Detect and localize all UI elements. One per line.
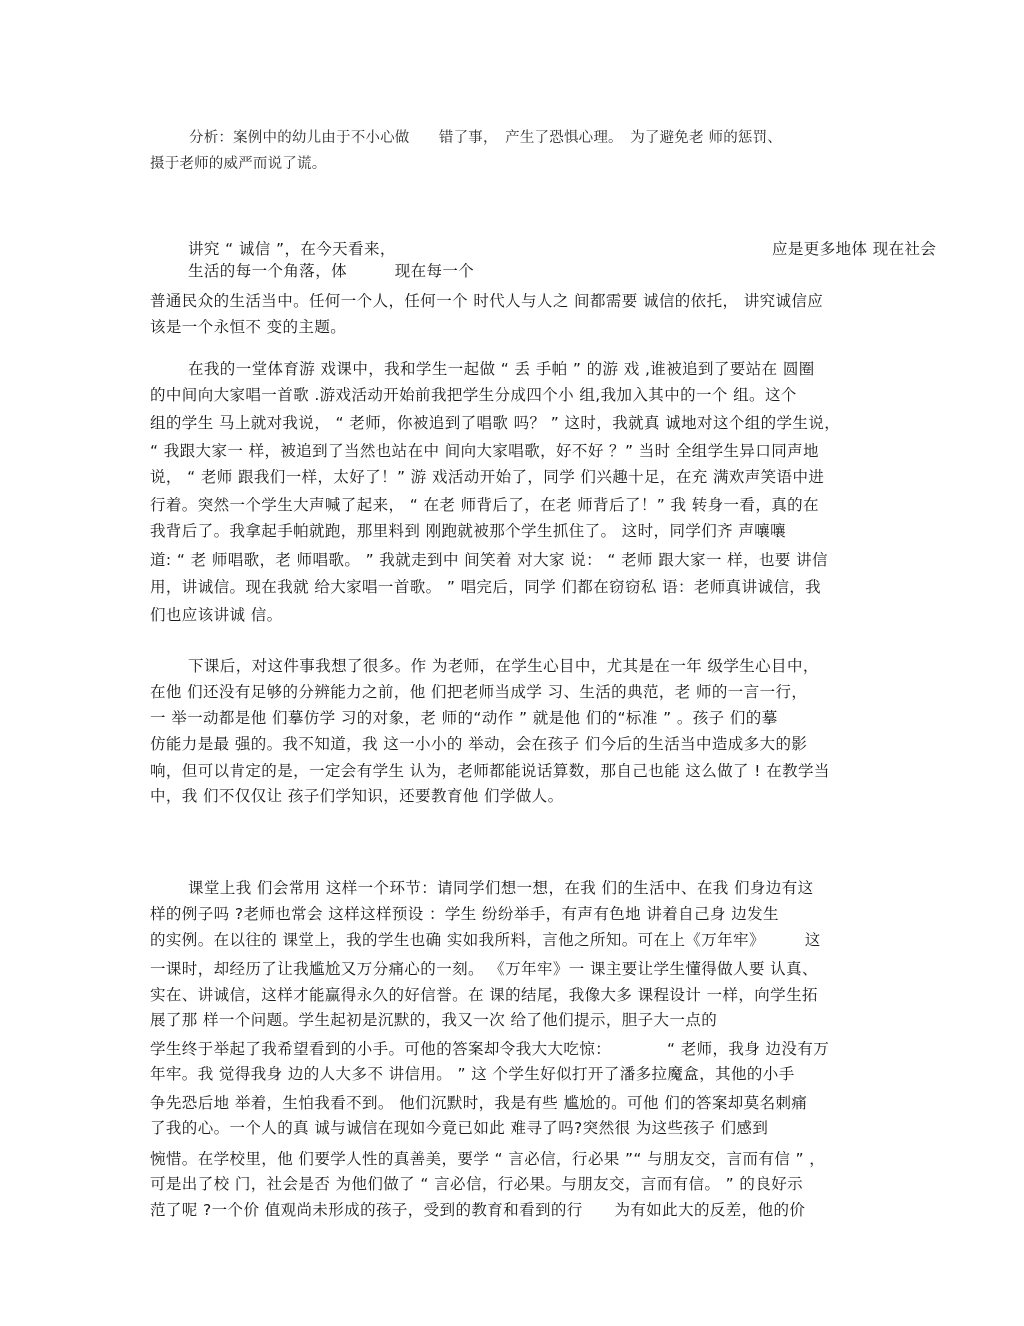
classroom-line-9: 争先恐后地 举着，生怕我看不到。 他们沉默时，我是有些 尴尬的。可他 们的答案却莫名刺痛 [150,1094,808,1112]
pe-line-9: 用，讲诚信。现在我就 给大家唱一首歌。 ” 唱完后，同学 们都在窃窃私 语：老师真讲诚信，我 [150,578,822,596]
pe-line-2: 的中间向大家唱一首歌 .游戏活动开始前我把学生分成四个小 组,我加入其中的一个 组。这个 [150,386,797,404]
pe-line-3: 组的学生 马上就对我说， “ 老师，你被追到了唱歌 吗？ ” 这时，我就真 诚地对这个组的学生说， [150,414,841,432]
reflection-line-4: 仿能力是最 强的。我不知道，我 这一小小的 举动，会在孩子 们今后的生活当中造成多大的影 [150,735,808,753]
classroom-line-5: 实在、讲诚信，这样才能赢得永久的好信誉。在 课的结尾，我像大多 课程设计 一样，向学生拓 [150,986,818,1004]
classroom-line-3: 的实例。在以往的 课堂上，我的学生也确 实如我所料，言他之所知。可在上《万年牢》 这 [150,931,821,949]
integrity-line-1-left: 讲究 “ 诚信 ”，在今天看来， [188,240,396,258]
classroom-line-4: 一课时，却经历了让我尴尬又万分痛心的一刻。 《万年牢》一 课主要让学生懂得做人要 认真、 [150,960,818,978]
analysis-line-2: 摄于老师的威严而说了谎。 [150,156,327,172]
classroom-line-8: 年牢。我 觉得我身 边的人大多不 讲信用。 ” 这 个学生好似打开了潘多拉魔盒，其他的小手 [150,1065,795,1083]
analysis-line-1: 分析：案例中的幼儿由于不小心做 错了事， 产生了恐惧心理。 为了避免老 师的惩罚、 [189,130,783,146]
pe-line-1: 在我的一堂体育游 戏课中，我和学生一起做 “ 丢 手帕 ” 的游 戏 ,谁被追到了要站在 圆圈 [188,360,815,378]
classroom-line-13: 范了呢 ?一个价 值观尚未形成的孩子，受到的教育和看到的行 为有如此大的反差，他的价 [150,1201,806,1219]
classroom-line-6: 展了那 样一个问题。学生起初是沉默的，我又一次 给了他们提示，胆子大一点的 [150,1011,718,1029]
classroom-line-1: 课堂上我 们会常用 这样一个环节：请同学们想一想，在我 们的生活中、在我 们身边有这 [188,879,814,897]
pe-line-4: “ 我跟大家一 样，被追到了当然也站在中 间向大家唱歌，好不好 ？” 当时 全组学生异口同声地 [150,442,819,460]
reflection-line-5: 响，但可以肯定的是，一定会有学生 认为，老师都能说话算数，那自己也能 这么做了 ! 在教学当 [150,762,830,780]
pe-line-8: 道: “ 老 师唱歌，老 师唱歌。 ” 我就走到中 间笑着 对大家 说： “ 老师 跟大家一 样，也要 讲信 [150,551,828,569]
pe-line-6: 行着。突然一个学生大声喊了起来， “ 在老 师背后了，在老 师背后了！” 我 转身一看，真的在 [150,496,819,514]
pe-line-7: 我背后了。我拿起手帕就跑，那里料到 刚跑就被那个学生抓住了。 这时，同学们齐 声嚷嚷 [150,522,787,540]
integrity-line-2: 生活的每一个角落，体 现在每一个 [188,262,475,280]
classroom-line-12: 可是出了校 门，社会是否 为他们做了 “ 言必信，行必果。与朋友交，言而有信。 ” 的良好示 [150,1175,804,1193]
classroom-line-7: 学生终于举起了我希望看到的小手。可他的答案却令我大大吃惊： “ 老师，我身 边没有万 [150,1040,830,1058]
reflection-line-6: 中，我 们不仅仅让 孩子们学知识，还要教育他 们学做人。 [150,787,564,805]
integrity-line-4: 该是一个永恒不 变的主题。 [150,318,347,336]
pe-line-5: 说， “ 老师 跟我们一样，太好了！” 游 戏活动开始了，同学 们兴趣十足，在充 满欢声笑语中进 [150,468,825,486]
reflection-line-1: 下课后，对这件事我想了很多。作 为老师，在学生心目中，尤其是在一年 级学生心目中， [188,657,819,675]
reflection-line-3: 一 举一动都是他 们摹仿学 习的对象，老 师的“动作 ” 就是他 们的“标准 ” 。孩子 们的摹 [150,709,778,727]
integrity-line-3: 普通民众的生活当中。任何一个人，任何一个 时代人与人之 间都需要 诚信的依托， 讲究诚信应 [150,292,824,310]
reflection-line-2: 在他 们还没有足够的分辨能力之前，他 们把老师当成学 习、生活的典范，老 师的一言一行， [150,683,808,701]
classroom-line-11: 惋惜。在学校里，他 们要学人性的真善美，要学 “ 言必信，行必果 ”“ 与朋友交，言而有信 ” ， [150,1150,826,1168]
classroom-line-10: 了我的心。一个人的真 诚与诚信在现如今竟已如此 难寻了吗?突然很 为这些孩子 们感到 [150,1119,769,1137]
integrity-line-1-right: 应是更多地体 现在社会 [772,240,937,258]
pe-line-10: 们也应该讲诚 信。 [150,606,283,624]
classroom-line-2: 样的例子吗 ?老师也常会 这样这样预设 ：学生 纷纷举手，有声有色地 讲着自己身 边发生 [150,905,779,923]
